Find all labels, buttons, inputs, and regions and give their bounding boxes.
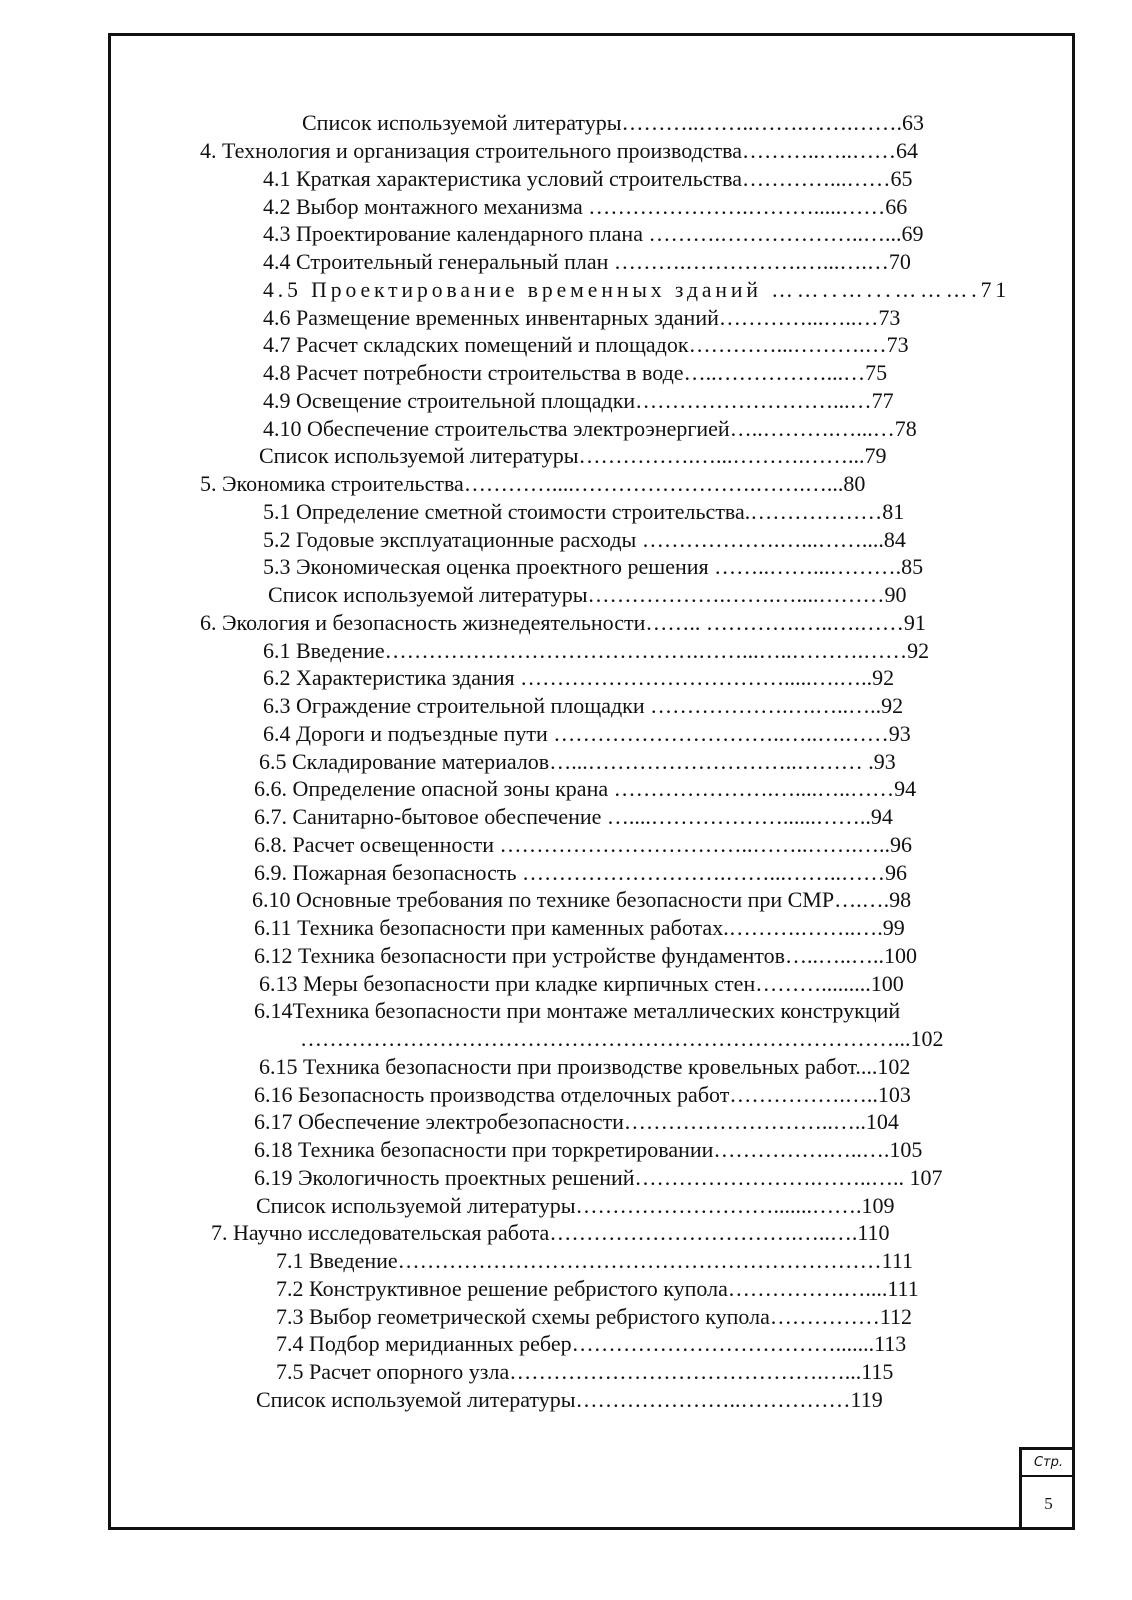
toc-entry: 5.1 Определение сметной стоимости строительства.………………81 [263, 499, 905, 524]
toc-entry: 6.15 Техника безопасности при производстве кровельных работ....102 [259, 1054, 911, 1079]
toc-entry: 4.5 Проектирование временных зданий ……..…...……….71 [263, 277, 1011, 302]
toc-entry: 7.2 Конструктивное решение ребристого купола…………….…....111 [276, 1276, 919, 1301]
toc-entry: Список используемой литературы…………….…...……….……...79 [259, 443, 887, 468]
toc-entry: 6.9. Пожарная безопасность ……………………….……...……..……96 [254, 860, 907, 885]
toc-entry: 5. Экономика строительства…………....…………………….…….…...80 [200, 471, 866, 496]
toc-entry: 6.7. Санитарно-бытовое обеспечение …....………………......……..94 [254, 804, 893, 829]
toc-entry: 7.1 Введение…………………………………………………………111 [276, 1248, 914, 1273]
toc-entry: Список используемой литературы………..……..…….…….…….63 [302, 110, 925, 135]
toc-entry: 4.6 Размещение временных инвентарных зданий…………...…..…73 [263, 305, 901, 330]
toc-entry: Список используемой литературы…………………..……………119 [256, 1387, 883, 1412]
toc-entry: 7.3 Выбор геометрической схемы ребристого купола……………112 [276, 1304, 913, 1329]
page-number: 5 [1044, 1494, 1053, 1513]
toc-entry: 4. Технология и организация строительного производства………..…..……64 [200, 138, 919, 163]
toc-entry: 6.14Техника безопасности при монтаже металлических конструкций [254, 998, 901, 1023]
toc-entry: 6.4 Дороги и подъездные пути …………………………..…..….……93 [263, 721, 911, 746]
toc-entry: 4.8 Расчет потребности строительства в воде…..……………...…75 [263, 360, 888, 385]
toc-entry: 4.2 Выбор монтажного механизма ………………….……….....……66 [263, 194, 908, 219]
toc-entry: 6.12 Техника безопасности при устройстве фундаментов…..…..…..100 [254, 943, 917, 968]
toc-entry: 7. Научно исследовательская работа…………………………….…..….110 [211, 1220, 890, 1245]
toc-entry: Список используемой литературы……………….…….…....………90 [268, 582, 907, 607]
toc-entry: ………………………………………………………………………...102 [300, 1026, 944, 1051]
toc-entry: 7.4 Подбор меридианных ребер……………………………….......113 [276, 1331, 907, 1356]
toc-entry: 6.5 Складирование материалов…...………………………..……… .93 [259, 749, 896, 774]
toc-entry: 6.13 Меры безопасности при кладке кирпичных стен……….........100 [259, 971, 904, 996]
toc-entry: 6.6. Определение опасной зоны крана ………………….…....…..……94 [254, 776, 917, 801]
stamp-label: Стр. [1022, 1450, 1075, 1477]
toc-entry: 7.5 Расчет опорного узла…………………………………….…...115 [276, 1359, 894, 1384]
toc-entry: 6.3 Ограждение строительной площадки ……………….….…..…..92 [263, 693, 904, 718]
toc-entry: 4.4 Строительный генеральный план ……….…………….…...….…70 [263, 249, 911, 274]
toc-entry: 4.7 Расчет складских помещений и площадок…………...……….…73 [263, 332, 909, 357]
toc-entry: 4.3 Проектирование календарного плана ……….………………..…...69 [263, 221, 924, 246]
toc-entry: 6. Экология и безопасность жизнедеятельности…….. ………….…..….……91 [200, 610, 926, 635]
toc-entry: 6.18 Техника безопасности при торкретировании…………….…..….105 [254, 1137, 923, 1162]
page-number-stamp [1019, 1447, 1075, 1530]
toc-entry: Список используемой литературы……………………….......…….109 [256, 1193, 895, 1218]
toc-entry: 6.19 Экологичность проектных решений…………………….……..….. 107 [254, 1165, 943, 1190]
toc-entry: 6.10 Основные требования по технике безопасности при СМР….….98 [252, 887, 912, 912]
toc-entry: 6.8. Расчет освещенности ……………………………..……..…….…..96 [254, 832, 913, 857]
toc-entry: 5.3 Экономическая оценка проектного решения ……..……...……….85 [263, 554, 924, 579]
toc-entry: 6.11 Техника безопасности при каменных работах.……….……..….99 [254, 915, 905, 940]
toc-entry: 6.16 Безопасность производства отделочных работ…………….…..103 [254, 1082, 911, 1107]
toc-entry: 4.9 Освещение строительной площадки………………………...…77 [263, 388, 894, 413]
toc-entry: 5.2 Годовые эксплуатационные расходы ……………….…...……....84 [263, 527, 906, 552]
toc-entry: 6.1 Введение…………………………………….……...…..……….……92 [263, 638, 930, 663]
toc-entry: 6.17 Обеспечение электробезопасности………………………..…..104 [254, 1109, 899, 1134]
toc-entry: 4.1 Краткая характеристика условий строительства…………...……65 [263, 166, 913, 191]
toc-entry: 4.10 Обеспечение строительства электроэнергией…..……….…...…78 [263, 416, 917, 441]
toc-entry: 6.2 Характеристика здания ……………………………….....….…..92 [263, 665, 895, 690]
